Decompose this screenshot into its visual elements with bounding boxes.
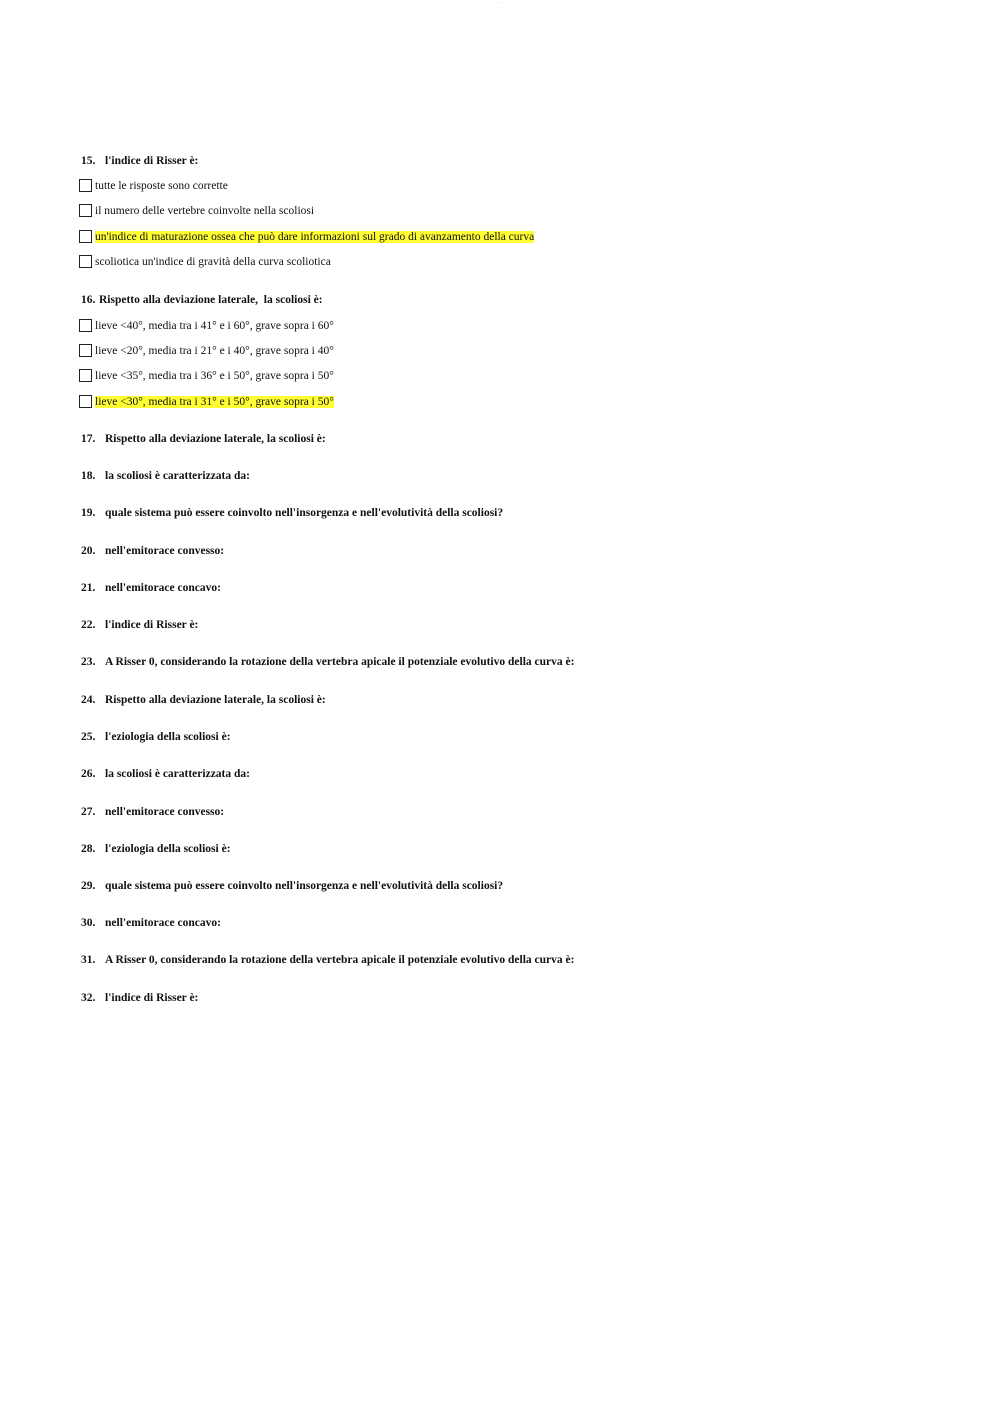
question-17 [81,433,326,445]
q15-option-2[interactable] [79,204,314,217]
question-text: nell'emitorace concavo: [105,582,221,594]
question-number: 22. [81,619,96,631]
option-label: scoliotica un'indice di gravità della curva scoliotica [95,255,331,268]
question-22 [81,619,198,631]
checkbox[interactable] [79,179,92,192]
question-text: la scoliosi è caratterizzata da: [105,768,250,780]
option-label: lieve <20°, media tra i 21° e i 40°, grave sopra i 40° [95,344,334,357]
question-number: 27. [81,806,96,818]
question-text: Rispetto alla deviazione laterale, la scoliosi è: [99,294,323,306]
question-text: Rispetto alla deviazione laterale, la scoliosi è: [105,694,326,706]
q16-option-2[interactable] [79,344,334,357]
checkbox[interactable] [79,369,92,382]
option-label-highlighted: lieve <30°, media tra i 31° e i 50°, grave sopra i 50° [95,395,334,408]
question-25 [81,731,231,743]
q15-option-1[interactable] [79,179,228,192]
question-text: nell'emitorace convesso: [105,545,225,557]
checkbox[interactable] [79,395,92,408]
checkbox[interactable] [79,255,92,268]
checkbox[interactable] [79,344,92,357]
question-number: 19. [81,507,96,519]
q15-option-3[interactable] [79,230,534,243]
question-number: 21. [81,582,96,594]
question-32 [81,992,198,1004]
question-18 [81,470,250,482]
question-number: 24. [81,694,96,706]
question-31 [81,954,574,966]
question-text: l'eziologia della scoliosi è: [105,843,231,855]
option-label: il numero delle vertebre coinvolte nella scoliosi [95,204,315,217]
question-number: 15. [81,155,96,167]
question-number: 25. [81,731,96,743]
option-label: lieve <35°, media tra i 36° e i 50°, grave sopra i 50° [95,369,334,382]
page-header-mark: …… [497,0,503,4]
question-26 [81,768,250,780]
question-text: l'indice di Risser è: [105,992,199,1004]
question-text: quale sistema può essere coinvolto nell'insorgenza e nell'evolutività della scoliosi? [105,880,504,892]
question-16 [81,294,323,306]
checkbox[interactable] [79,230,92,243]
question-text: quale sistema può essere coinvolto nell'insorgenza e nell'evolutività della scoliosi? [105,507,504,519]
question-text: nell'emitorace convesso: [105,806,225,818]
checkbox[interactable] [79,204,92,217]
question-20 [81,545,224,557]
question-21 [81,582,221,594]
question-23 [81,656,574,668]
option-label: tutte le risposte sono corrette [95,179,228,192]
question-number: 20. [81,545,96,557]
q15-option-4[interactable] [79,255,331,268]
question-number: 18. [81,470,96,482]
question-number: 16. [81,294,96,306]
question-text: l'indice di Risser è: [105,619,199,631]
question-number: 17. [81,433,96,445]
question-27 [81,806,224,818]
question-number: 30. [81,917,96,929]
question-number: 32. [81,992,96,1004]
question-text: l'indice di Risser è: [105,155,199,167]
question-text: l'eziologia della scoliosi è: [105,731,231,743]
question-text: A Risser 0, considerando la rotazione della vertebra apicale il potenziale evolutivo della curva è: [105,656,575,668]
question-text: nell'emitorace concavo: [105,917,221,929]
question-number: 23. [81,656,96,668]
q16-option-4[interactable] [79,395,334,408]
question-number: 31. [81,954,96,966]
question-text: la scoliosi è caratterizzata da: [105,470,250,482]
question-28 [81,843,231,855]
question-15 [81,155,198,167]
question-24 [81,694,326,706]
checkbox[interactable] [79,319,92,332]
question-text: A Risser 0, considerando la rotazione della vertebra apicale il potenziale evolutivo della curva è: [105,954,575,966]
question-number: 29. [81,880,96,892]
question-text: Rispetto alla deviazione laterale, la scoliosi è: [105,433,326,445]
question-19 [81,507,503,519]
q16-option-1[interactable] [79,319,334,332]
option-label-highlighted: un'indice di maturazione ossea che può dare informazioni sul grado di avanzamento della curva [95,230,535,243]
question-number: 28. [81,843,96,855]
question-30 [81,917,221,929]
option-label: lieve <40°, media tra i 41° e i 60°, grave sopra i 60° [95,319,334,332]
question-number: 26. [81,768,96,780]
question-29 [81,880,503,892]
q16-option-3[interactable] [79,369,334,382]
